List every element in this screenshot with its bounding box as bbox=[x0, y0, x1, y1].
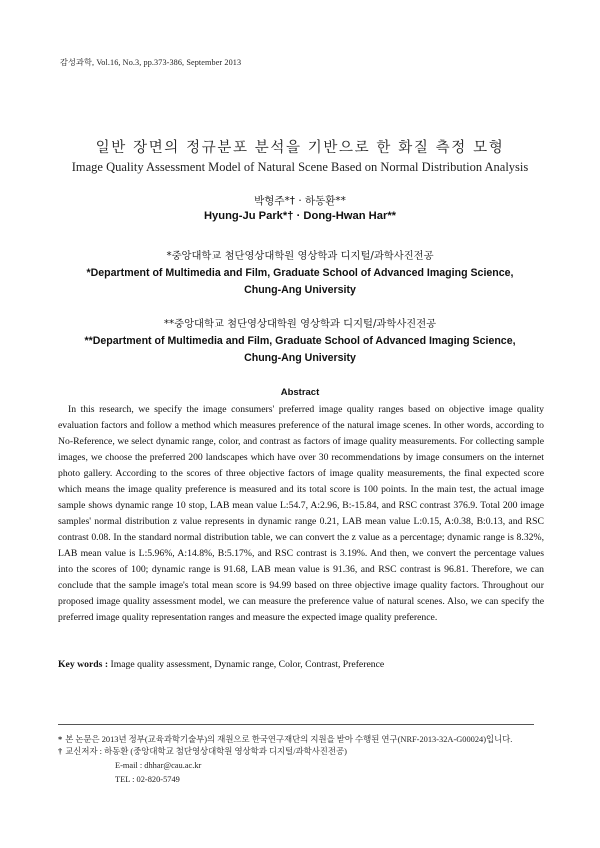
affiliation-2-korean: **중앙대학교 첨단영상대학원 영상학과 디지털/과학사진전공 bbox=[163, 318, 437, 330]
footnote-email: E-mail : dhhar@cau.ac.kr bbox=[115, 761, 202, 770]
keywords-label: Key words : bbox=[58, 659, 109, 670]
affiliation-2-english-line1: **Department of Multimedia and Film, Graduate School of Advanced Imaging Science, bbox=[84, 335, 516, 347]
affiliation-1 bbox=[0, 248, 600, 299]
abstract-body: In this research, we specify the image consumers' preferred image quality ranges based on objective image quality evaluation factors and follow a method which measures preference of the natural image scenes. In other words, according to No-Reference, we select dynamic range, color, and contrast as factors of image quality measurements. For collecting sample images, we choose the preferred 200 landscapes which have over 30 recommendations by image consumers on the internet photo gallery. According to the scores of three objective factors of image quality measurements, the final expected score which means the image quality preference is measured and its total score is 100 points. In the main test, the actual image sample shows dynamic range 10 stop, LAB mean value L:54.7, A:2.96, B:-15.84, and RSC contrast 376.9. Total 200 image samples' normal distribution z value represents in dynamic range 0.21, LAB mean value L:0.15, A:0.38, B:0.13, and RSC contrast 0.08. In the standard normal distribution table, we can convert the z value as a percentage; dynamic range is 8.32%, LAB mean value is L:5.96%, A:14.8%, B:5.17%, and RSC contrast is 3.19%. And then, we convert the percentage values into the scores of 100; dynamic range is 91.68, LAB mean value is 91.36, and RSC contrast is 96.81. Therefore, we can conclude that the sample image's total mean score is 94.99 based on three objective image quality factors. Throughout our proposed image quality assessment model, we can measure the preference value of natural scenes. Also, we can specify the preferred image quality representation ranges and measure the expected image quality preference. bbox=[58, 404, 544, 623]
journal-header: 감성과학, Vol.16, No.3, pp.373-386, September 2013 bbox=[60, 58, 242, 67]
paper-title-english: Image Quality Assessment Model of Natural Scene Based on Normal Distribution Analysis bbox=[71, 160, 529, 174]
footnote-corresponding-mark: † bbox=[58, 747, 63, 756]
keywords-text: Image quality assessment, Dynamic range, Color, Contrast, Preference bbox=[110, 659, 385, 670]
authors-english: Hyung-Ju Park*† · Dong-Hwan Har** bbox=[203, 210, 397, 222]
abstract-heading: Abstract bbox=[280, 387, 320, 398]
paper-title-korean: 일반 장면의 정규분포 분석을 기반으로 한 화질 측정 모형 bbox=[95, 140, 505, 156]
footnote-funding-mark: * bbox=[58, 735, 63, 744]
footnote-corresponding-text: 교신저자 : 하동환 (중앙대학교 첨단영상대학원 영상학과 디지털/과학사진전공) bbox=[65, 747, 347, 756]
keywords bbox=[58, 657, 544, 673]
affiliation-2 bbox=[0, 316, 600, 367]
footnote-funding-text: 본 논문은 2013년 정부(교육과학기술부)의 재원으로 한국연구재단의 지원을 받아 수행된 연구(NRF-2013-32A-G00024)입니다. bbox=[65, 735, 513, 744]
affiliation-1-korean: *중앙대학교 첨단영상대학원 영상학과 디지털/과학사진전공 bbox=[166, 250, 434, 262]
footnote-funding bbox=[58, 734, 512, 746]
footnote-divider bbox=[58, 724, 534, 725]
authors-korean: 박형주*† · 하동환** bbox=[254, 195, 346, 207]
affiliation-1-english-line2: Chung-Ang University bbox=[244, 284, 356, 296]
footnote-tel: TEL : 02-820-5749 bbox=[115, 775, 180, 784]
affiliation-2-english-line2: Chung-Ang University bbox=[244, 352, 356, 364]
affiliation-1-english-line1: *Department of Multimedia and Film, Graduate School of Advanced Imaging Science, bbox=[86, 267, 514, 279]
footnote-corresponding-author bbox=[58, 746, 347, 758]
